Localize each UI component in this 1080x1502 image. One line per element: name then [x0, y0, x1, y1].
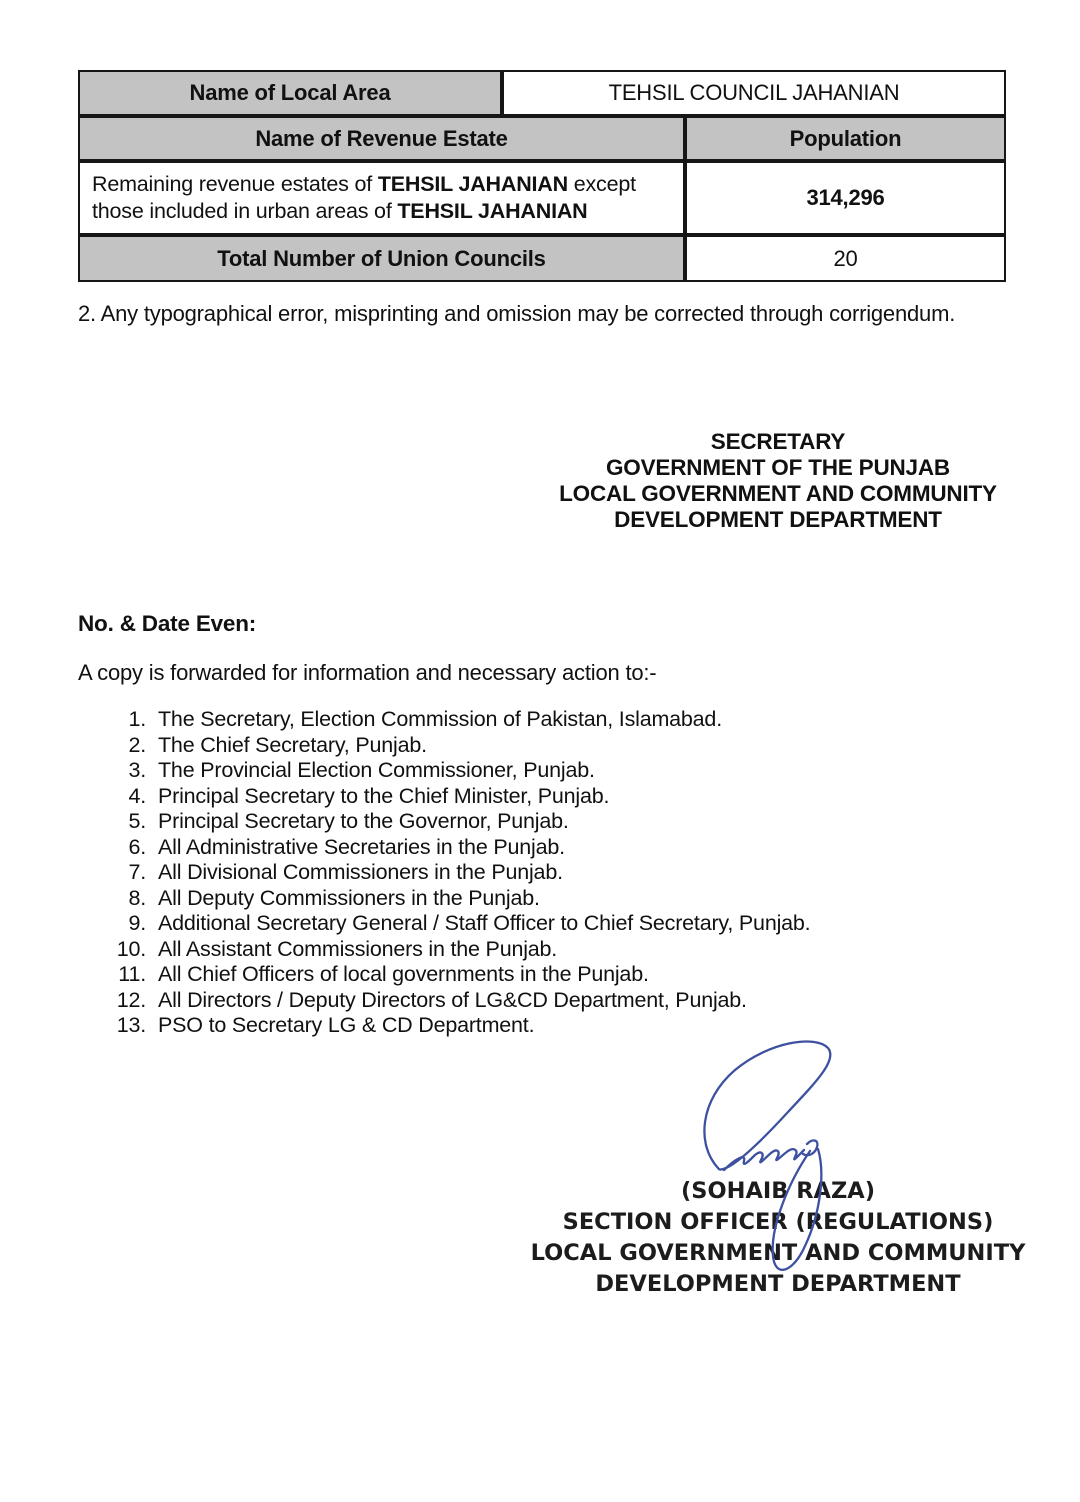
list-item-number: 4. [128, 783, 146, 808]
distribution-list [78, 707, 938, 1039]
list-item [78, 886, 938, 912]
list-item-text: Additional Secretary General / Staff Officer to Chief Secretary, Punjab. [158, 911, 811, 935]
list-item [78, 784, 938, 810]
list-item [78, 860, 938, 886]
local-area-table [78, 70, 1006, 282]
copy-forwarded-line: A copy is forwarded for information and necessary action to:- [78, 660, 657, 685]
list-item-text: PSO to Secretary LG & CD Department. [158, 1013, 535, 1037]
secretary-line: SECRETARY [710, 429, 846, 454]
signatory-name: (SOHAIB RAZA) [681, 1178, 875, 1204]
secretary-line: DEVELOPMENT DEPARTMENT [614, 507, 942, 532]
corrigendum-paragraph: 2. Any typographical error, misprinting and omission may be corrected through corrigendum. [78, 301, 956, 326]
list-item-number: 8. [128, 885, 146, 910]
list-item-number: 3. [128, 758, 146, 782]
secretary-line: LOCAL GOVERNMENT AND COMMUNITY [559, 481, 997, 506]
list-item-text: All Deputy Commissioners in the Punjab. [158, 885, 540, 910]
list-item [78, 1013, 938, 1039]
list-item [78, 707, 938, 733]
list-item-number: 9. [128, 911, 146, 935]
local-area-value-cell: TEHSIL COUNCIL JAHANIAN [502, 70, 1006, 116]
list-item [78, 911, 938, 937]
list-item-text: Principal Secretary to the Chief Minister, Punjab. [158, 783, 610, 808]
revenue-estate-header-cell: Name of Revenue Estate [78, 116, 685, 161]
population-header-cell: Population [685, 116, 1006, 161]
list-item-text: All Administrative Secretaries in the Punjab. [158, 834, 565, 859]
list-item-number: 12. [116, 987, 146, 1012]
table-row [78, 116, 1006, 161]
population-value-cell: 314,296 [685, 161, 1006, 235]
list-item-number: 1. [128, 707, 146, 731]
list-item-number: 11. [118, 962, 146, 986]
union-councils-value-cell: 20 [685, 235, 1006, 282]
list-item-text: The Chief Secretary, Punjab. [158, 732, 427, 757]
revenue-estate-description-cell [78, 161, 685, 235]
revenue-bold-1: TEHSIL JAHANIAN [377, 172, 568, 196]
list-item-number: 10. [116, 936, 146, 961]
signature-block [478, 1176, 1078, 1300]
list-item-text: All Divisional Commissioners in the Punjab. [158, 860, 563, 884]
secretary-line: GOVERNMENT OF THE PUNJAB [606, 455, 950, 480]
no-date-label: No. & Date Even: [78, 611, 257, 636]
list-item-number: 6. [128, 834, 146, 859]
signatory-dept-line1: LOCAL GOVERNMENT AND COMMUNITY [530, 1240, 1026, 1266]
list-item-number: 2. [128, 732, 146, 757]
table-row [78, 70, 1006, 116]
revenue-text-1: Remaining revenue estates of [92, 172, 378, 196]
list-item-text: The Secretary, Election Commission of Pakistan, Islamabad. [158, 707, 722, 731]
list-item [78, 988, 938, 1014]
table-row [78, 161, 1006, 235]
list-item-text: The Provincial Election Commissioner, Punjab. [158, 758, 595, 782]
list-item-text: All Assistant Commissioners in the Punjab. [158, 936, 558, 961]
list-item [78, 758, 938, 784]
list-item [78, 733, 938, 759]
secretary-signatory-block [478, 429, 1078, 533]
list-item-text: All Directors / Deputy Directors of LG&CD Department, Punjab. [158, 987, 747, 1012]
revenue-bold-2: TEHSIL JAHANIAN [397, 199, 588, 223]
list-item-text: Principal Secretary to the Governor, Punjab. [158, 809, 569, 833]
list-item-text: All Chief Officers of local governments in the Punjab. [158, 962, 649, 986]
revenue-text-2: except those included in urban areas of [92, 172, 636, 223]
signatory-title: SECTION OFFICER (REGULATIONS) [562, 1209, 994, 1235]
signatory-dept-line2: DEVELOPMENT DEPARTMENT [595, 1271, 961, 1297]
union-councils-header-cell: Total Number of Union Councils [78, 235, 685, 282]
list-item [78, 962, 938, 988]
list-item [78, 937, 938, 963]
list-item-number: 7. [128, 860, 146, 884]
list-item [78, 835, 938, 861]
table-row [78, 235, 1006, 282]
list-item-number: 5. [128, 809, 146, 833]
list-item-number: 13. [116, 1013, 146, 1037]
local-area-header-cell: Name of Local Area [78, 70, 502, 116]
list-item [78, 809, 938, 835]
